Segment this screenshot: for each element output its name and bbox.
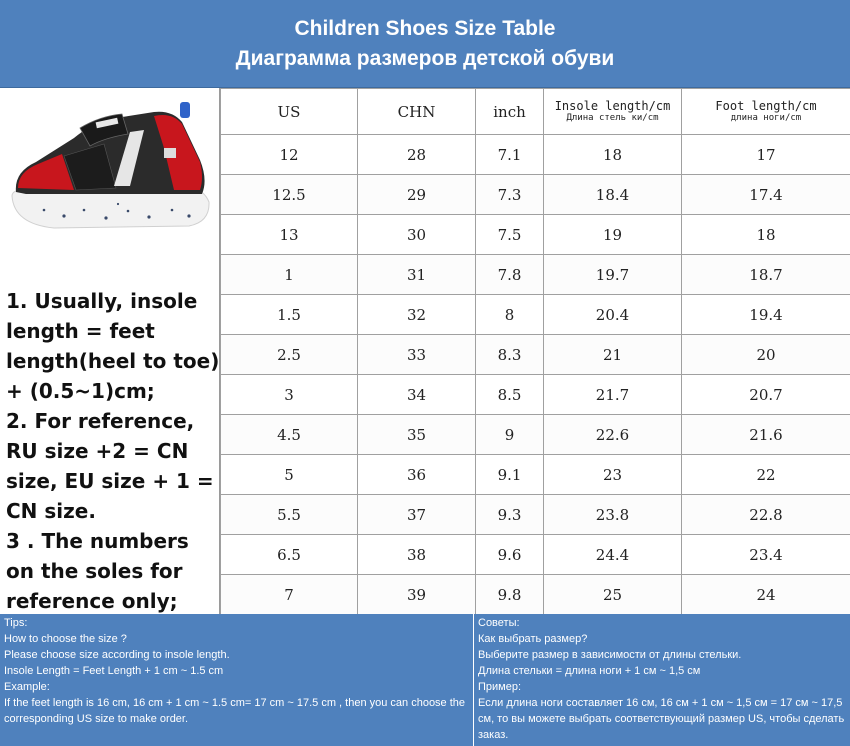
cell-us: 12.5 [221, 175, 358, 215]
cell-chn: 30 [358, 215, 476, 255]
cell-foot: 22 [682, 455, 850, 495]
cell-us: 6.5 [221, 535, 358, 575]
header-insole-ru: Длина стель ки/cm [566, 112, 659, 123]
shoe-heel-tab [180, 102, 190, 118]
cell-chn: 36 [358, 455, 476, 495]
tip-line: Как выбрать размер? [478, 633, 588, 645]
header-chn: CHN [358, 89, 476, 135]
cell-inch: 7.8 [476, 255, 544, 295]
cell-insole: 20.4 [544, 295, 682, 335]
cell-chn: 33 [358, 335, 476, 375]
cell-inch: 7.5 [476, 215, 544, 255]
table-row [221, 575, 850, 615]
cell-foot: 20.7 [682, 375, 850, 415]
cell-insole: 18.4 [544, 175, 682, 215]
cell-us: 12 [221, 135, 358, 175]
table-row [221, 255, 850, 295]
tips-english [0, 614, 474, 746]
cell-foot: 18.7 [682, 255, 850, 295]
cell-foot: 17.4 [682, 175, 850, 215]
cell-inch: 9.3 [476, 495, 544, 535]
cell-inch: 7.3 [476, 175, 544, 215]
header-us: US [221, 89, 358, 135]
cell-insole: 23.8 [544, 495, 682, 535]
tips-russian [474, 614, 850, 746]
cell-foot: 18 [682, 215, 850, 255]
cell-inch: 9 [476, 415, 544, 455]
cell-foot: 23.4 [682, 535, 850, 575]
shoe-image [4, 98, 216, 238]
tip-line: Советы: [478, 617, 520, 629]
cell-foot: 19.4 [682, 295, 850, 335]
cell-us: 5 [221, 455, 358, 495]
table-row [221, 455, 850, 495]
size-notes: 1. Usually, insole length = feet length(heel to toe) + (0.5~1)cm; 2. For reference, RU size +2 = CN size, EU size + 1 = CN size. 3 . The numbers on the soles for reference only; [6, 289, 220, 613]
cell-insole: 23 [544, 455, 682, 495]
tip-line: Please choose size according to insole length. [4, 649, 230, 661]
cell-inch: 8.3 [476, 335, 544, 375]
table-row [221, 535, 850, 575]
cell-us: 4.5 [221, 415, 358, 455]
header-foot-en: Foot length/cm [715, 98, 817, 113]
tip-line: Если длина ноги составляет 16 см, 16 см + 1 см ~ 1,5 см = 17 см ~ 17,5 см, то вы можете выбрать соответствующий размер US, чтобы сделать заказ. [478, 697, 845, 741]
cell-foot: 17 [682, 135, 850, 175]
cell-us: 13 [221, 215, 358, 255]
cell-foot: 21.6 [682, 415, 850, 455]
cell-chn: 29 [358, 175, 476, 215]
cell-insole: 18 [544, 135, 682, 175]
cell-chn: 28 [358, 135, 476, 175]
cell-chn: 32 [358, 295, 476, 335]
tip-line: Длина стельки = длина ноги + 1 см ~ 1,5 см [478, 665, 701, 677]
cell-chn: 31 [358, 255, 476, 295]
title-russian: Диаграмма размеров детской обуви [235, 46, 615, 70]
cell-us: 5.5 [221, 495, 358, 535]
table-body [221, 135, 850, 615]
table-row [221, 415, 850, 455]
table-header-row [221, 89, 850, 135]
cell-insole: 25 [544, 575, 682, 615]
cell-foot: 20 [682, 335, 850, 375]
cell-inch: 8.5 [476, 375, 544, 415]
cell-chn: 34 [358, 375, 476, 415]
page-header [0, 0, 850, 88]
cell-inch: 9.8 [476, 575, 544, 615]
cell-foot: 24 [682, 575, 850, 615]
cell-chn: 39 [358, 575, 476, 615]
shoe-logo-badge [164, 148, 176, 158]
tip-line: Выберите размер в зависимости от длины стельки. [478, 649, 742, 661]
cell-chn: 38 [358, 535, 476, 575]
cell-insole: 24.4 [544, 535, 682, 575]
table-row [221, 135, 850, 175]
cell-foot: 22.8 [682, 495, 850, 535]
header-foot [682, 89, 850, 135]
table-row [221, 215, 850, 255]
header-inch: inch [476, 89, 544, 135]
cell-insole: 19.7 [544, 255, 682, 295]
cell-us: 7 [221, 575, 358, 615]
tip-line: Пример: [478, 681, 522, 693]
cell-insole: 19 [544, 215, 682, 255]
cell-us: 1 [221, 255, 358, 295]
cell-inch: 9.6 [476, 535, 544, 575]
table-row [221, 375, 850, 415]
left-panel [0, 88, 220, 614]
cell-chn: 35 [358, 415, 476, 455]
cell-inch: 9.1 [476, 455, 544, 495]
cell-us: 1.5 [221, 295, 358, 335]
cell-insole: 21 [544, 335, 682, 375]
header-insole [544, 89, 682, 135]
cell-us: 2.5 [221, 335, 358, 375]
table-row [221, 495, 850, 535]
cell-insole: 22.6 [544, 415, 682, 455]
tip-line: If the feet length is 16 cm, 16 cm + 1 cm ~ 1.5 cm= 17 cm ~ 17.5 cm , then you can choose the corresponding US size to make order. [4, 697, 466, 725]
cell-us: 3 [221, 375, 358, 415]
title-english: Children Shoes Size Table [294, 16, 556, 40]
header-foot-ru: длина ноги/cm [730, 112, 802, 123]
table-row [221, 295, 850, 335]
table-row [221, 335, 850, 375]
tip-line: How to choose the size ? [4, 633, 127, 645]
cell-chn: 37 [358, 495, 476, 535]
tip-line: Insole Length = Feet Length + 1 cm ~ 1.5 cm [4, 665, 224, 677]
table-row [221, 175, 850, 215]
cell-inch: 7.1 [476, 135, 544, 175]
tip-line: Example: [4, 681, 50, 693]
header-insole-en: Insole length/cm [554, 98, 671, 113]
cell-insole: 21.7 [544, 375, 682, 415]
size-table [220, 88, 850, 615]
cell-inch: 8 [476, 295, 544, 335]
tip-line: Tips: [4, 617, 28, 629]
